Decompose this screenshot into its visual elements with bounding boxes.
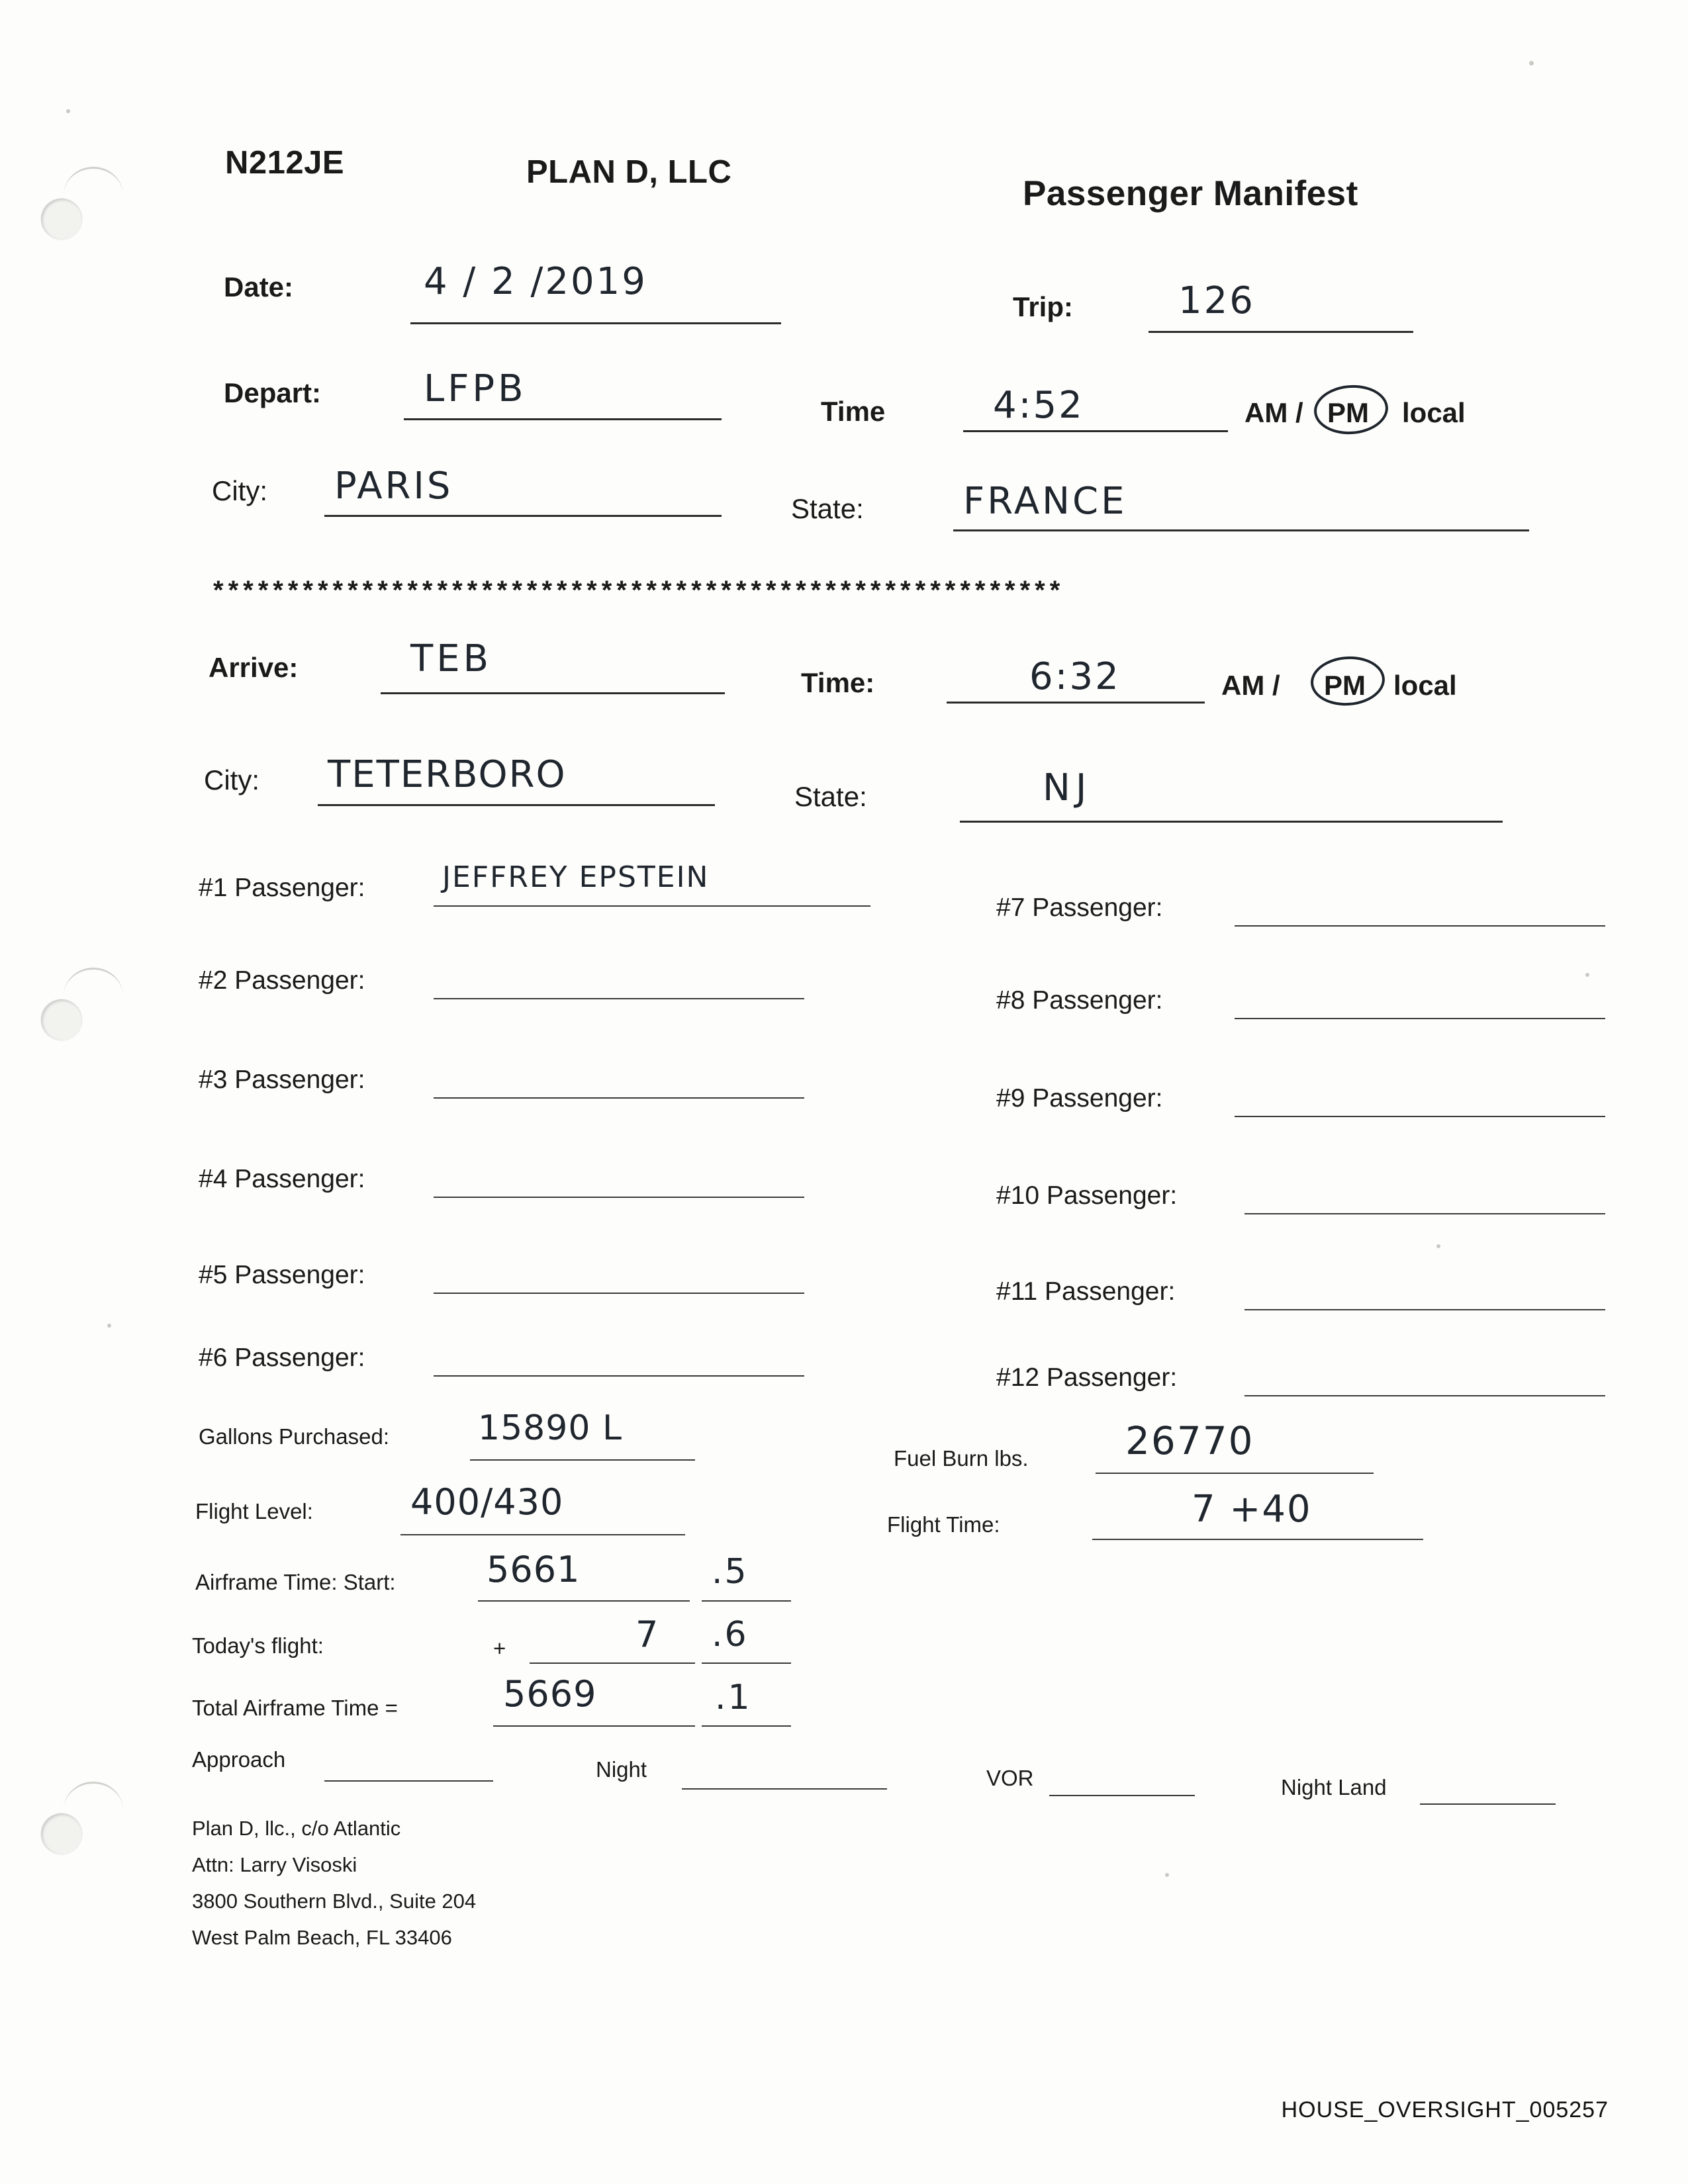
address-line-4: West Palm Beach, FL 33406 [192, 1926, 452, 1949]
todays-flight-value[interactable]: 7 [635, 1614, 661, 1655]
passenger-7-label: #7 Passenger: [996, 893, 1163, 922]
passenger-2-label: #2 Passenger: [199, 966, 365, 995]
depart-pm-label[interactable]: PM [1327, 397, 1369, 428]
arrive-state-rule [960, 821, 1503, 823]
fuel-burn-value[interactable]: 26770 [1125, 1418, 1254, 1463]
passenger-12-rule [1244, 1395, 1605, 1396]
arrive-time-value[interactable]: 6:32 [1029, 655, 1121, 698]
arrive-time-rule [947, 702, 1205, 704]
flight-level-rule [400, 1534, 685, 1535]
vor-rule [1049, 1795, 1195, 1796]
arrive-local-label: local [1393, 670, 1457, 701]
passenger-12-label: #12 Passenger: [996, 1363, 1178, 1392]
passenger-9-rule [1235, 1116, 1605, 1117]
passenger-1-rule [434, 905, 870, 907]
depart-state-value[interactable]: FRANCE [963, 480, 1127, 523]
arrive-pm-label[interactable]: PM [1324, 670, 1366, 701]
scan-speck [66, 109, 70, 113]
night-land-label: Night Land [1281, 1775, 1387, 1799]
todays-flight-plus: + [493, 1636, 506, 1661]
punch-hole-middle [41, 999, 82, 1040]
passenger-5-rule [434, 1293, 804, 1294]
todays-flight-rule [530, 1662, 695, 1664]
pm-circle-marker [1313, 383, 1390, 437]
address-line-1: Plan D, llc., c/o Atlantic [192, 1817, 401, 1840]
flight-time-value[interactable]: 7 +40 [1192, 1488, 1312, 1531]
pm-circle-marker [1309, 654, 1387, 708]
punch-hole-shadow [64, 1782, 123, 1810]
document-bates-id: HOUSE_OVERSIGHT_005257 [1281, 2097, 1609, 2122]
scan-speck [1529, 61, 1534, 66]
trip-label: Trip: [1013, 291, 1073, 322]
depart-rule [404, 418, 722, 420]
arrive-state-value[interactable]: NJ [1043, 766, 1092, 809]
passenger-2-rule [434, 998, 804, 999]
passenger-3-label: #3 Passenger: [199, 1066, 365, 1094]
passenger-6-label: #6 Passenger: [199, 1343, 365, 1372]
passenger-7-rule [1235, 925, 1605, 927]
arrive-label: Arrive: [209, 652, 299, 683]
address-line-3: 3800 Southern Blvd., Suite 204 [192, 1889, 477, 1913]
passenger-9-label: #9 Passenger: [996, 1084, 1163, 1113]
star-divider: ********************************************************* [213, 576, 1065, 605]
scan-speck [107, 1324, 111, 1328]
date-value[interactable]: 4 / 2 /2019 [424, 260, 647, 303]
date-label: Date: [224, 271, 294, 302]
fuel-burn-label: Fuel Burn lbs. [894, 1446, 1029, 1471]
passenger-10-rule [1244, 1213, 1605, 1214]
airframe-start-decimal-rule [702, 1600, 791, 1602]
page-title: Passenger Manifest [1023, 174, 1358, 213]
passenger-4-rule [434, 1197, 804, 1198]
scan-speck [1436, 1244, 1440, 1248]
fuel-burn-rule [1096, 1473, 1374, 1474]
address-line-2: Attn: Larry Visoski [192, 1853, 357, 1876]
depart-state-label: State: [791, 493, 864, 524]
depart-city-value[interactable]: PARIS [334, 465, 453, 508]
arrive-time-label: Time: [801, 667, 875, 698]
depart-label: Depart: [224, 377, 322, 408]
total-airframe-value[interactable]: 5669 [503, 1673, 597, 1715]
arrive-city-rule [318, 804, 715, 806]
night-rule [682, 1788, 887, 1790]
passenger-8-label: #8 Passenger: [996, 986, 1163, 1015]
flight-time-rule [1092, 1539, 1423, 1540]
total-airframe-label: Total Airframe Time = [192, 1696, 398, 1720]
airframe-start-label: Airframe Time: Start: [195, 1570, 396, 1594]
arrive-value[interactable]: TEB [410, 637, 492, 680]
airframe-start-rule [478, 1600, 690, 1602]
punch-hole-shadow [64, 968, 123, 996]
passenger-10-label: #10 Passenger: [996, 1181, 1178, 1210]
trip-value[interactable]: 126 [1178, 279, 1255, 322]
todays-flight-decimal-rule [702, 1662, 791, 1664]
passenger-3-rule [434, 1097, 804, 1099]
approach-rule [324, 1780, 493, 1782]
depart-time-label: Time [821, 396, 886, 427]
passenger-8-rule [1235, 1018, 1605, 1019]
depart-state-rule [953, 529, 1529, 531]
airframe-start-decimal[interactable]: .5 [712, 1552, 749, 1592]
todays-flight-decimal[interactable]: .6 [712, 1615, 749, 1655]
depart-ampm-label: AM / [1244, 397, 1303, 428]
arrive-rule [381, 692, 725, 694]
scan-speck [1585, 973, 1589, 977]
punch-hole-shadow [64, 167, 123, 195]
depart-time-rule [963, 430, 1228, 432]
company-name: PLAN D, LLC [526, 154, 732, 190]
passenger-1-value[interactable]: JEFFREY EPSTEIN [442, 860, 710, 894]
arrive-state-label: State: [794, 781, 867, 812]
depart-time-value[interactable]: 4:52 [993, 384, 1084, 427]
total-airframe-decimal-rule [702, 1725, 791, 1727]
trip-rule [1149, 331, 1413, 333]
depart-value[interactable]: LFPB [424, 367, 527, 410]
depart-city-label: City: [212, 475, 267, 506]
vor-label: VOR [986, 1766, 1034, 1790]
passenger-1-label: #1 Passenger: [199, 874, 365, 902]
punch-hole-top [41, 199, 82, 240]
flight-level-value[interactable]: 400/430 [410, 1481, 564, 1523]
arrive-city-value[interactable]: TETERBORO [328, 753, 567, 796]
flight-time-label: Flight Time: [887, 1512, 1000, 1537]
depart-city-rule [324, 515, 722, 517]
night-label: Night [596, 1757, 647, 1782]
passenger-5-label: #5 Passenger: [199, 1261, 365, 1289]
gallons-purchased-label: Gallons Purchased: [199, 1424, 389, 1449]
approach-label: Approach [192, 1747, 286, 1772]
todays-flight-label: Today's flight: [192, 1633, 324, 1658]
night-land-rule [1420, 1803, 1556, 1805]
total-airframe-rule [493, 1725, 695, 1727]
arrive-city-label: City: [204, 764, 259, 796]
passenger-11-label: #11 Passenger: [996, 1277, 1176, 1306]
scan-speck [1165, 1873, 1169, 1877]
gallons-purchased-value[interactable]: 15890 L [478, 1408, 622, 1448]
flight-level-label: Flight Level: [195, 1499, 313, 1524]
depart-local-label: local [1402, 397, 1466, 428]
airframe-start-value[interactable]: 5661 [487, 1549, 581, 1590]
arrive-ampm-label: AM / [1221, 670, 1280, 701]
total-airframe-decimal[interactable]: .1 [715, 1678, 752, 1717]
date-rule [410, 322, 781, 324]
tail-number: N212JE [225, 145, 345, 181]
gallons-rule [470, 1459, 695, 1461]
passenger-4-label: #4 Passenger: [199, 1165, 365, 1193]
passenger-11-rule [1244, 1309, 1605, 1310]
passenger-6-rule [434, 1375, 804, 1377]
punch-hole-bottom [41, 1813, 82, 1854]
